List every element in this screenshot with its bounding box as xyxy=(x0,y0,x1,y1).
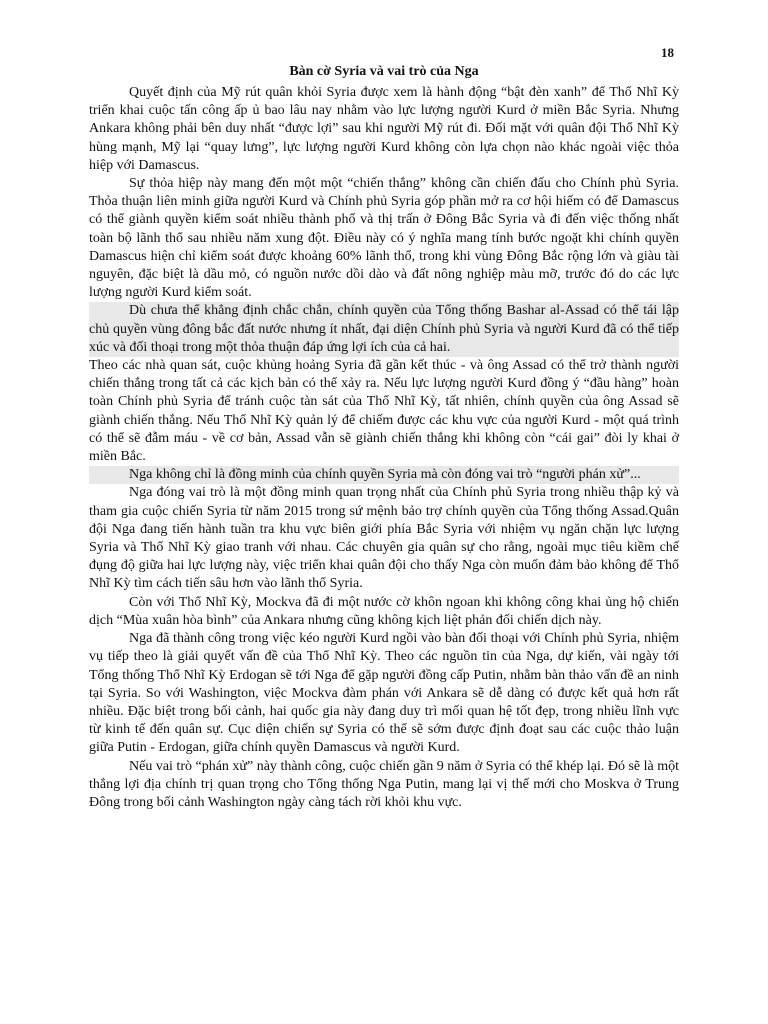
paragraph: Theo các nhà quan sát, cuộc khủng hoảng Syria đã gần kết thúc - và ông Assad có thể trở thành người chiến thắng trong tất cả các kịch bản có thể xảy ra. Nếu lực lượng người Kurd đồng ý “đầu hàng” hoàn toàn Chính phủ Syria để tránh cuộc tàn sát của Thổ Nhĩ Kỳ, tất nhiên, chính quyền của ông Assad sẽ giành chiến thắng. Nếu Thổ Nhĩ Kỳ quản lý để chiếm được các khu vực của người Kurd - một quá trình có thể sẽ đẫm máu - về cơ bản, Assad vẫn sẽ giành chiến thắng khi không còn “cái gai” đòi ly khai ở miền Bắc. xyxy=(89,358,679,465)
article-body xyxy=(89,84,679,812)
paragraph: Nếu vai trò “phán xử” này thành công, cuộc chiến gần 9 năm ở Syria có thể khép lại. Đó sẽ là một thắng lợi địa chính trị quan trọng cho Tổng thống Nga Putin, mang lại vị thế mới cho Moskva ở Trung Đông trong bối cảnh Washington ngày càng tách rời khỏi khu vực. xyxy=(89,758,679,810)
paragraph: Còn với Thổ Nhĩ Kỳ, Mockva đã đi một nước cờ khôn ngoan khi không công khai ủng hộ chiến dịch “Mùa xuân hòa bình” của Ankara nhưng cũng không kịch liệt phản đối chiến dịch này. xyxy=(89,594,679,628)
article-title: Bàn cờ Syria và vai trò của Nga xyxy=(289,64,479,79)
paragraph: Sự thỏa hiệp này mang đến một một “chiến thắng” không cần chiến đấu cho Chính phủ Syria. Thỏa thuận liên minh giữa người Kurd và Chính phủ Syria góp phần mở ra cơ hội hiếm có để Damascus có thể giành quyền kiểm soát nhiều thành phố và thị trấn ở Đông Bắc Syria và đi đến việc thống nhất toàn bộ lãnh thổ sau nhiều năm xung đột. Điều này có ý nghĩa mang tính bước ngoặt khi chính quyền Damascus hiện chỉ kiểm soát được khoảng 60% lãnh thổ, trong khi vùng Đông Bắc rộng lớn và giàu tài nguyên, đặc biệt là dầu mỏ, có nguồn nước dồi dào và đất nông nghiệp màu mỡ, trước đó do các lực lượng người Kurd kiểm soát. xyxy=(89,176,679,301)
paragraph: Nga không chỉ là đồng minh của chính quyền Syria mà còn đóng vai trò “người phán xử”... xyxy=(89,466,679,484)
paragraph: Nga đóng vai trò là một đồng minh quan trọng nhất của Chính phủ Syria trong nhiều thập kỷ và tham gia cuộc chiến Syria từ năm 2015 trong sứ mệnh bảo trợ chính quyền của Tổng thống Assad.Quân đội Nga đang tiến hành tuần tra khu vực biên giới phía Bắc Syria với nhiệm vụ ngăn chặn lực lượng Syria và Thổ Nhĩ Kỳ giao tranh với nhau. Các chuyên gia quân sự cho rằng, ngoài mục tiêu kiềm chế đụng độ giữa hai lực lượng này, việc triển khai quân đội cho thấy Nga còn muốn đảm bảo không để Thổ Nhĩ Kỳ tìm cách tiến sâu hơn vào lãnh thổ Syria. xyxy=(89,485,679,592)
paragraph: Nga đã thành công trong việc kéo người Kurd ngồi vào bàn đối thoại với Chính phủ Syria, nhiệm vụ tiếp theo là giải quyết vấn đề của Thổ Nhĩ Kỳ. Theo các nguồn tin của Nga, dự kiến, vài ngày tới Tổng thống Thổ Nhĩ Kỳ Erdogan sẽ tới Nga để gặp người đồng cấp Putin, nhằm bàn thảo vấn đề an ninh tại Syria. So với Washington, việc Mockva đàm phán với Ankara sẽ dễ dàng có được kết quả hơn rất nhiều. Đặc biệt trong bối cảnh, hai quốc gia này đang duy trì mối quan hệ tốt đẹp, trong nhiều lĩnh vực từ kinh tế đến quân sự. Cục diện chiến sự Syria có thể sẽ sớm được định đoạt sau các cuộc thảo luận giữa Putin - Erdogan, giữa chính quyền Damascus và người Kurd. xyxy=(89,631,679,756)
paragraph: Quyết định của Mỹ rút quân khỏi Syria được xem là hành động “bật đèn xanh” để Thổ Nhĩ Kỳ triển khai cuộc tấn công ấp ủ bao lâu nay nhằm vào lực lượng người Kurd ở miền Bắc Syria. Nhưng Ankara không phải bên duy nhất “được lợi” sau khi người Mỹ rút đi. Đối mặt với quân đội Thổ Nhĩ Kỳ hùng mạnh, Mỹ lại “quay lưng”, lực lượng người Kurd không còn lựa chọn nào khác ngoài việc thỏa hiệp với Damascus. xyxy=(89,85,679,173)
paragraph: Dù chưa thể khẳng định chắc chắn, chính quyền của Tổng thống Bashar al-Assad có thể tái lập chủ quyền vùng đông bắc đất nước nhưng ít nhất, đại diện Chính phủ Syria và người Kurd đã có thể tiếp xúc và đối thoại trong một thỏa thuận đáp ứng lợi ích của cả hai. xyxy=(89,302,679,357)
page-number: 18 xyxy=(661,45,674,60)
